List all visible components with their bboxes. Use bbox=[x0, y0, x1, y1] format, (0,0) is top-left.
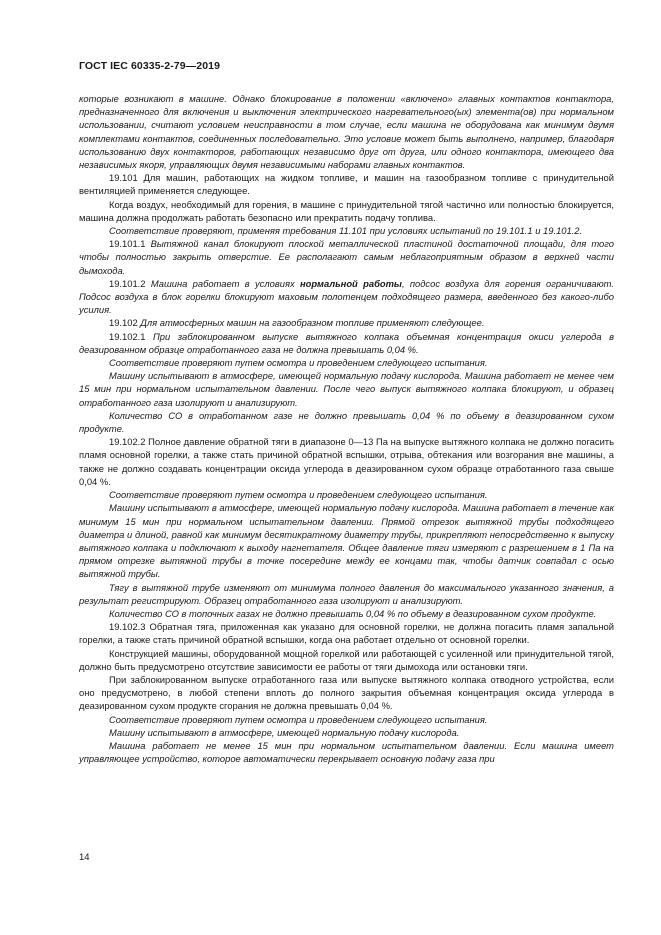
clause-19-101-1 bbox=[79, 237, 614, 277]
paragraph: Конструкцией машины, оборудованной мощной горелкой или работающей с усиленной или принудительной тягой, должно быть предусмотрено отсутствие зависимости ее работы от тяги дымохода или остановки тяги. bbox=[79, 647, 614, 672]
test-paragraph: Машину испытывают в атмосфере, имеющей нормальную подачу кислорода. Машина работает в течение как минимум 15 мин при нормальном испытательном давлении. Прямой отрезок вытяжной трубы подходящего диаметра и длиной, равной как минимум десятикратному диаметру трубы, прикрепляют непосредственно к выпуску вытяжного колпака и подключают к выходу нагнетателя. Общее давление тяги измеряют с разрешением в 1 Па на прямом отрезке вытяжной трубы в точке посередине между ее концами так, чтобы датчик совпадал с осью вытяжной трубы. bbox=[79, 502, 614, 580]
defined-term: нормальной работы bbox=[300, 277, 402, 289]
compliance-paragraph: Соответствие проверяют путем осмотра и проведением следующего испытания. bbox=[109, 357, 488, 369]
paragraph: Когда воздух, необходимый для горения, в машине с принудительной тягой частично или полностью блокируется, машина должна продолжать работать безопасно или прекратить подачу топлива. bbox=[79, 198, 614, 223]
page-number: 14 bbox=[79, 852, 90, 863]
clause-19-101: 19.101 Для машин, работающих на жидком топливе, и машин на газообразном топливе с принудительной вентиляцией применяется следующее. bbox=[79, 172, 614, 197]
clause-19-101-2 bbox=[79, 277, 614, 317]
test-paragraph: Машина работает не менее 15 мин при нормальном испытательном давлении. Если машина имеет управляющее устройство, которое автоматически перекрывает основную подачу газа при bbox=[79, 739, 614, 765]
paragraph: При заблокированном выпуске отработанного газа или выпуске вытяжного колпака отводного устройства, если оно предусмотрено, в любой степени вплоть до полного закрытия объемная концентрация оксида углерода в деазированном сухом продукте сгорания не должна превышать 0,04 %. bbox=[79, 673, 614, 712]
test-paragraph: Машину испытывают в атмосфере, имеющей нормальную подачу кислорода. bbox=[109, 726, 460, 738]
clause-text: Вытяжной канал блокируют плоской металлической пластиной достаточной площади, для того чтобы полностью закрыть отверстие. Ее располагают самым неблагоприятным образом в верхней части дымохода. bbox=[79, 238, 614, 276]
clause-number: 19.102 bbox=[109, 317, 141, 329]
clause-19-102-2: 19.102.2 Полное давление обратной тяги в диапазоне 0—13 Па на выпуске вытяжного колпака не должно погасить пламя основной горелки, а также стать причиной обратной вспышки, отрыва, обтекания или возгорания вне машины, а также не должно создавать концентрации оксида углерода в деазированном сухом образце отработанного газа свыше 0,04 %. bbox=[79, 436, 614, 487]
clause-number: 19.102.1 bbox=[109, 330, 154, 342]
standard-header: ГОСТ IEC 60335-2-79—2019 bbox=[79, 60, 221, 72]
clause-number: 19.101.1 bbox=[109, 238, 151, 250]
clause-number: 19.101.2 bbox=[109, 277, 151, 289]
compliance-paragraph: Соответствие проверяют путем осмотра и проведением следующего испытания. bbox=[109, 713, 488, 725]
compliance-paragraph: Соответствие проверяют, применяя требования 11.101 при условиях испытаний по 19.101.1 и 19.101.2. bbox=[109, 225, 583, 237]
test-paragraph: Количество СО в топочных газах не должно превышать 0,04 % по объему в деазированном сухом продукте. bbox=[109, 607, 597, 619]
clause-text: , подсос воздуха для горения ограничивают. Подсос воздуха в блок горелки блокируют маховым полотенцем подходящего размера, введенного без какого-либо усилия. bbox=[79, 277, 614, 316]
clause-19-102-1 bbox=[79, 330, 614, 356]
test-paragraph: Количество СО в отработанном газе не должно превышать 0,04 % по объему в деазированном сухом продукте. bbox=[79, 409, 614, 435]
clause-text-lead: Машина работает в условиях bbox=[150, 277, 301, 289]
test-paragraph: Тягу в вытяжной трубе изменяют от минимума полного давления до максимального указанного значения, а результат регистрируют. Образец отработанного газа изолируют и анализируют. bbox=[79, 581, 614, 606]
clause-19-102 bbox=[79, 316, 614, 329]
document-body bbox=[79, 92, 614, 765]
compliance-paragraph: Соответствие проверяют путем осмотра и проведением следующего испытания. bbox=[109, 489, 488, 501]
clause-text: Для атмосферных машин на газообразном топливе применяют следующее. bbox=[140, 317, 485, 329]
paragraph: которые возникают в машине. Однако блокирование в положении «включено» главных контактов контактора, предназначенного для включения и выключения электрического нагревательного(ых) элемента(ов) при нормальном использовании, считают условием неисправности в том случае, если машина не оборудована как минимум двумя комплектами контактов, соединенных последовательно. Это условие может быть выполнено, например, благодаря использованию двух контакторов, работающих независимо друг от друга, или одного контактора, имеющего два независимых якоря, управляющих двумя независимыми наборами главных контактов. bbox=[79, 93, 614, 171]
test-paragraph: Машину испытывают в атмосфере, имеющей нормальную подачу кислорода. Машина работает не менее чем 15 мин при нормальном испытательном давлении. После чего выпуск вытяжного колпака блокируют, и образец отработанного газа изолируют и анализируют. bbox=[79, 370, 614, 408]
clause-19-102-3: 19.102.3 Обратная тяга, приложенная как указано для основной горелки, не должна погасить пламя запальной горелки, а также стать причиной обратной вспышки, когда она работает отдельно от основной горелки. bbox=[79, 621, 614, 646]
clause-text: При заблокированном выпуске вытяжного колпака объемная концентрация окиси углерода в деазированном образце отработанного газа не должна превышать 0,04 %. bbox=[79, 330, 614, 355]
